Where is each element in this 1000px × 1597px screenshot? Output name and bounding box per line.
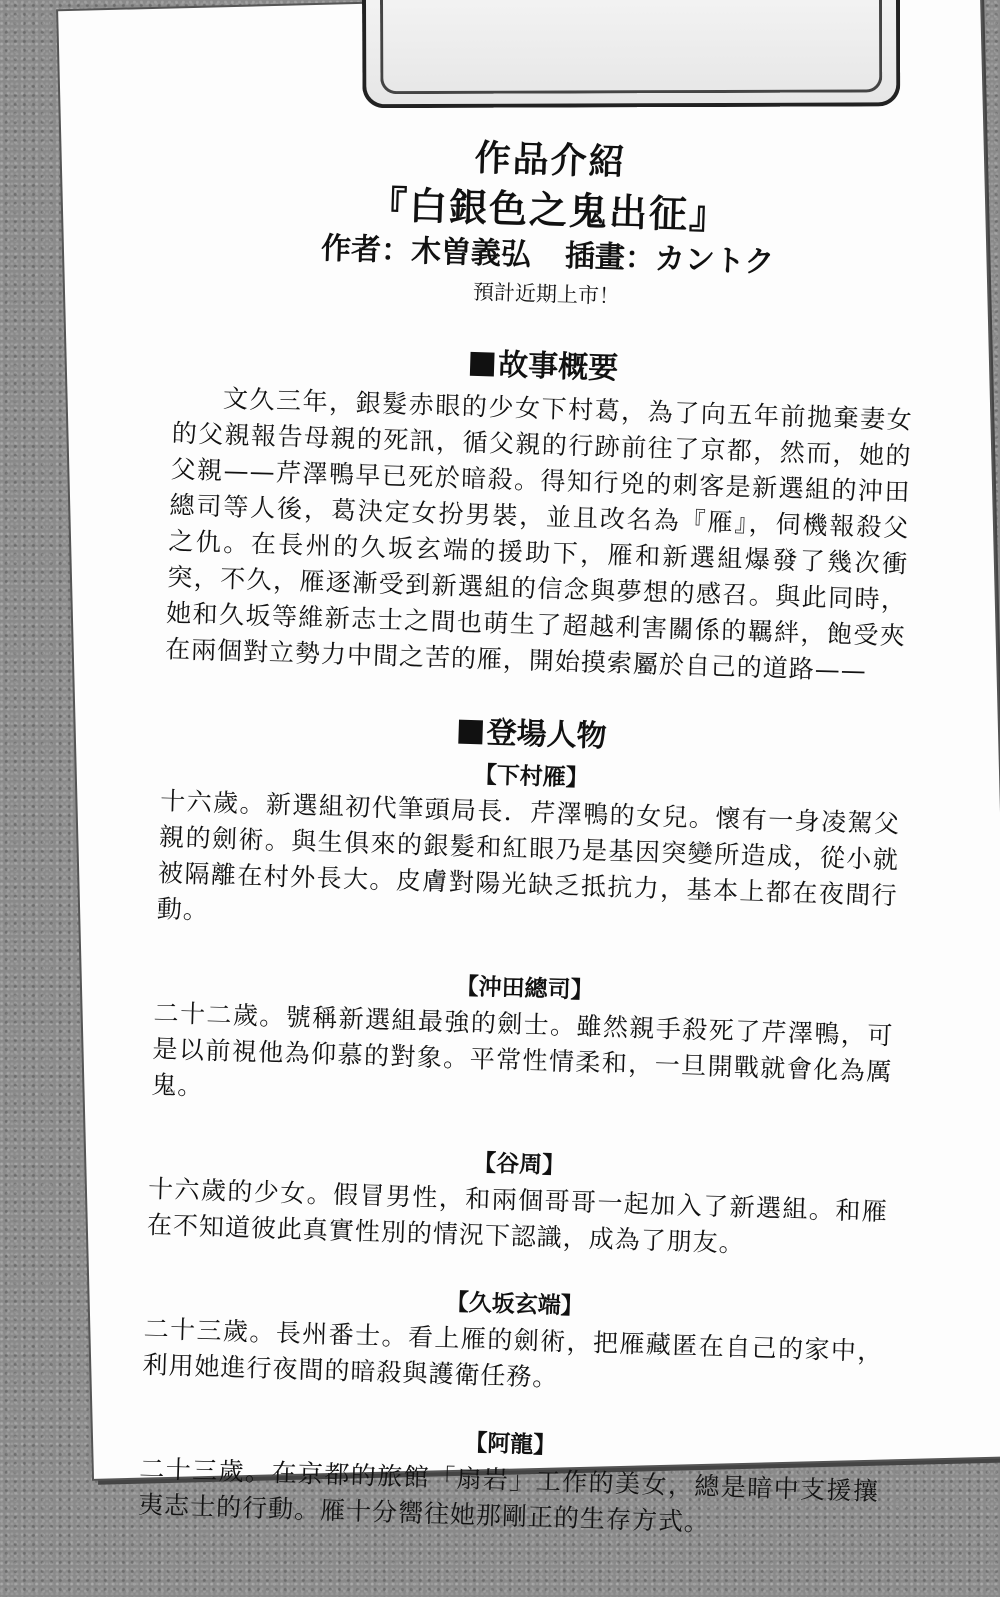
character-name: 【久坂玄端】: [445, 1289, 585, 1320]
square-bullet-icon: [458, 720, 483, 745]
illustrator-label: 插畫：: [564, 238, 656, 277]
character-entry: [138, 1415, 881, 1546]
character-description: 二十三歲。長州番士。看上雁的劍術，把雁藏匿在自己的家中，利用她進行夜間的暗殺與護衛任務。: [142, 1314, 884, 1393]
character-name: 【谷周】: [472, 1150, 566, 1180]
book-title: 『白銀色之鬼出征』: [368, 182, 730, 238]
character-description: 十六歲的少女。假冒男性，和兩個哥哥一起加入了新選組。和雁在不知道彼此真實性別的情況下認識，成為了朋友。: [146, 1174, 889, 1258]
synopsis-text: 文久三年，銀髮赤眼的少女下村葛，為了向五年前拋棄妻女的父親報告母親的死訊，循父親的行跡前往了京都，然而，她的父親——芹澤鴨早已死於暗殺。得知行兇的刺客是新選組的沖田總司等人後，葛決定女扮男裝，並且改名為『雁』，伺機報殺父之仇。在長州的久坂玄端的援助下，雁和新選組爆發了幾次衝突，不久，雁逐漸受到新選組的信念與夢想的感召。與此同時，她和久坂等維新志士之間也萌生了超越利害關係的羈絆，飽受夾在兩個對立勢力中間之苦的雁，開始摸索屬於自己的道路——: [164, 384, 914, 686]
illustrator-name: カントク: [654, 241, 775, 281]
character-entry: [146, 1135, 889, 1266]
paper-sheet: [58, 0, 1000, 1537]
character-name: 【下村雁】: [473, 762, 590, 792]
character-name: 【沖田總司】: [455, 973, 594, 1004]
author-name: 木曽義弘: [410, 233, 532, 273]
character-name: 【阿龍】: [463, 1430, 557, 1460]
square-bullet-icon: [470, 352, 495, 377]
title-block: [176, 126, 921, 323]
character-description: 二十二歲。號稱新選組最強的劍士。雖然親手殺死了芹澤鴨，可是以前視他為仰慕的對象。平常性情柔和，一旦開戰就會化為厲鬼。: [150, 998, 894, 1101]
release-note: 預計近期上市！: [472, 279, 621, 309]
character-description: 二十三歲。在京都的旅館「扇岩」工作的美女，總是暗中支援攘夷志士的行動。雁十分嚮往她那剛正的生存方式。: [137, 1453, 880, 1537]
character-entry: [151, 959, 895, 1126]
synopsis-heading: 故事概要: [174, 334, 915, 401]
character-description: 十六歲。新選組初代筆頭局長．芹澤鴨的女兒。懷有一身凌駕父親的劍術。與生俱來的銀髮和紅眼乃是基因突變所造成，從小就被隔離在村外長大。皮膚對陽光缺乏抵抗力，基本上都在夜間行動。: [156, 786, 901, 925]
clipboard-clip: [362, 0, 900, 108]
page-content: [137, 126, 922, 1579]
author-label: 作者：: [320, 231, 412, 269]
section-title: 作品介紹: [474, 137, 628, 184]
character-entry: [142, 1275, 885, 1406]
characters-heading: 登場人物: [162, 701, 903, 768]
character-entry: [156, 747, 901, 950]
